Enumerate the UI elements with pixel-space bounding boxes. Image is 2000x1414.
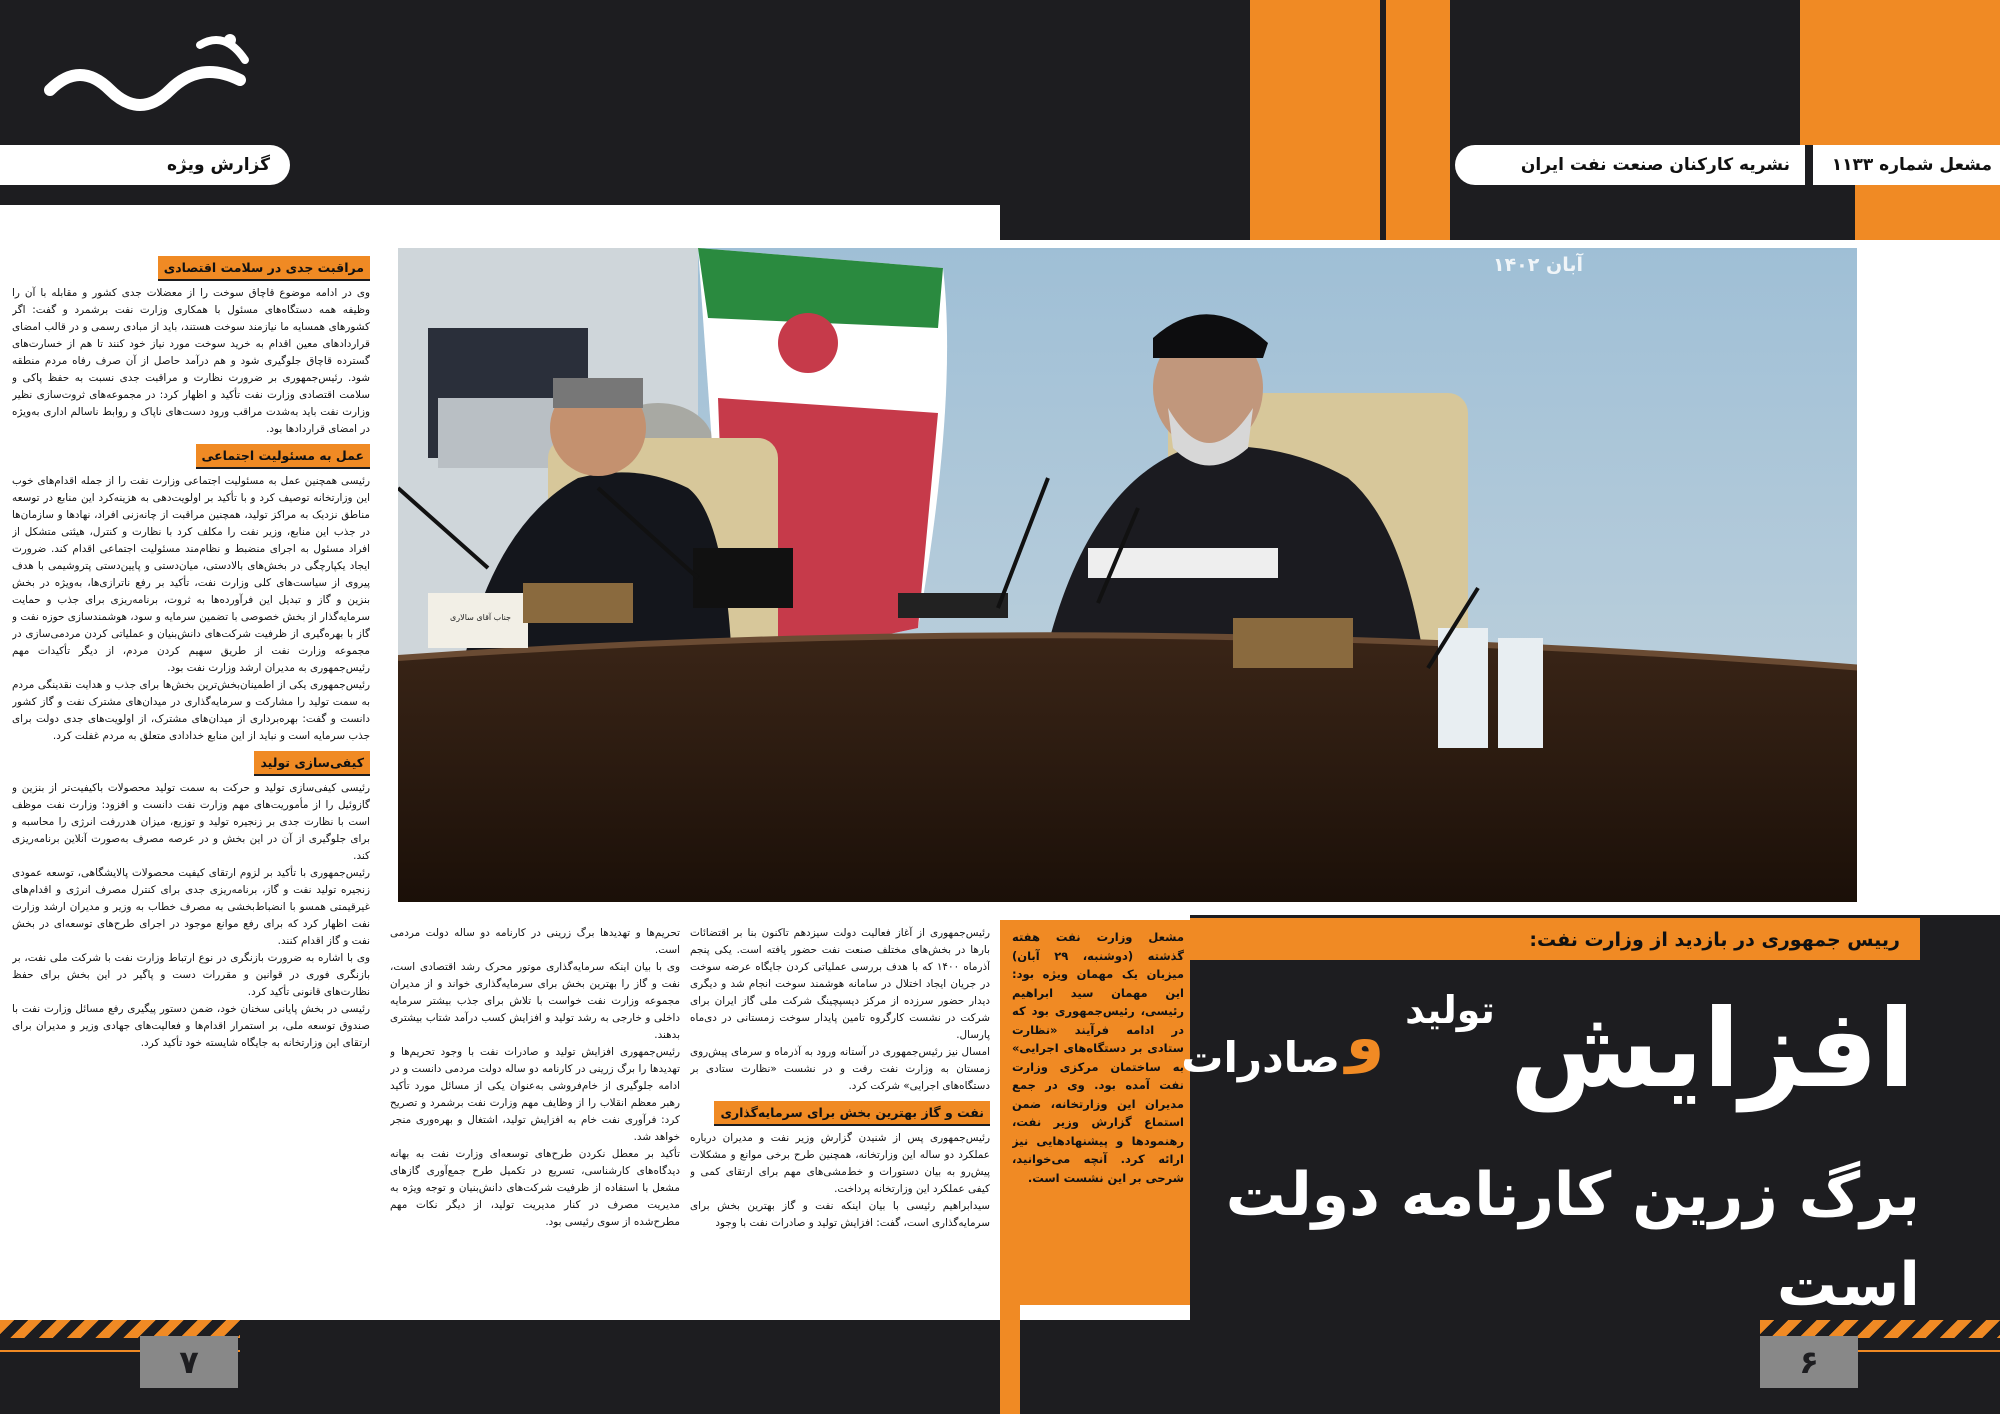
page-number-right: ۶	[1799, 1343, 1819, 1381]
col2-paragraph-4: تأکید بر معطل نکردن طرح‌های توسعه‌ای وزارت نفت به بهانه دیدگاه‌های کارشناسی، تسریع در تکمیل طرح جمع‌آوری گازهای مشعل با استفاده از ظرفیت شرکت‌های دانش‌بنیان و توجه ویژه به مدیریت مصرف در کنار مدیریت تولید، از دیگر نکات مهم مطرح‌شده از سوی رئیسی بود.	[390, 1148, 680, 1228]
col1-paragraph-3: رئیس‌جمهوری پس از شنیدن گزارش وزیر نفت و مدیران درباره عملکرد دو ساله این وزارتخانه، همچنین طرح برخی موانع و مشکلات پیش‌رو به بیان دستورات و خط‌مشی‌های مهم برای ارتقای کمی و کیفی عملکرد این وزارتخانه پرداخت.	[690, 1132, 990, 1195]
col1-paragraph-2: امسال نیز رئیس‌جمهوری در آستانه ورود به آذرماه و سرمای پیش‌روی زمستان به وزارت نفت رفت و در نشست «نظارت ستادی بر دستگاه‌های اجرایی» شرکت کرد.	[690, 1046, 990, 1092]
left-paragraph-6: وی با اشاره به ضرورت بازنگری در نوع ارتباط وزارت نفت با شرکت ملی نفت، بر بازنگری فوری در قوانین و مقررات دست و پاگیر در این بخش برای حفظ نظارت‌های قانونی تأکید کرد.	[12, 952, 370, 998]
left-paragraph-5: رئیس‌جمهوری با تأکید بر لزوم ارتقای کیفیت محصولات پالایشگاهی، توسعه عمودی زنجیره تولید نفت و گاز، برنامه‌ریزی جدی برای کنترل مصرف انرژی و اقدام‌های غیرقیمتی همسو با انضباط‌بخشی به مصرف خطاب به وزیر و مدیران ارشد وزارت نفت اظهار کرد که برای رفع موانع موجود در اجرای طرح‌های توسعه‌ای در بخش نفت و گاز اقدام کنند.	[12, 867, 370, 947]
right-top-dark-block	[1000, 0, 1250, 240]
logo	[40, 20, 270, 125]
photo-nameplate: جناب آقای سالاری	[450, 613, 511, 622]
headline-main-word: افزایش	[1509, 987, 1915, 1112]
left-paragraph-2: رئیسی همچنین عمل به مسئولیت اجتماعی وزارت نفت را از جمله اقدام‌های خوب این وزارتخانه توصیف کرد و با تأکید بر اولویت‌دهی به هزینه‌کرد این منابع در توسعه مناطق نزدیک به مراکز تولید، همچنین مراقبت از چانه‌زنی افراد، نهادها و سازمان‌ها در جذب این منابع، وزیر نفت را مکلف کرد با نظارت و کنترل، هیئتی متشکل از افراد مسئول به اجرای منضبط و نظام‌مند مسئولیت اجتماعی اقدام کند. ضرورت ایجاد یکپارچگی در بخش‌های بالادستی، میان‌دستی و پایین‌دستی پتروشیمی با هدف پیروی از سیاست‌های کلی وزارت نفت، تأکید بر رفع ناترازی‌ها، به‌ویژه در بخش بنزین و گاز و تبدیل این فرآورده‌ها به ثروت، برنامه‌ریزی برای جذب و حمایت سرمایه‌گذار از بخش خصوصی با تضمین سرمایه و سود، هوشمندسازی حوزه نفت و گاز با بهره‌گیری از ظرفیت شرکت‌های دانش‌بنیان و عملیاتی کردن مردمی‌سازی در مجموعه وزارت نفت از طریق سهیم کردن مردم، از دیگر تأکیدات مهم رئیس‌جمهوری به مدیران ارشد وزارت نفت بود.	[12, 475, 370, 674]
top-center-orange-bar	[1250, 0, 1450, 240]
issue-divider	[1805, 145, 1813, 185]
col1-paragraph-4: سیدابراهیم رئیسی با بیان اینکه نفت و گاز بهترین بخش برای سرمایه‌گذاری است، گفت: افزایش تولید و صادرات نفت با وجود	[690, 1200, 990, 1229]
headline-connector: و	[1345, 1001, 1385, 1074]
issue-number: مشعل شماره ۱۱۳۳	[1831, 155, 1992, 175]
publication-name: نشریه کارکنان صنعت نفت ایران	[1520, 155, 1790, 175]
intro-text: وزارت نفت هفته گذشته (دوشنبه، ۲۹ آبان) میزبان یک مهمان ویژه بود: این مهمان سید ابراهیم رئیسی، رئیس‌جمهوری بود که در ادامه فرآیند «نظارت ستادی بر دستگاه‌های اجرایی» به ساختمان مرکزی وزارت نفت آمده بود. وی در جمع مدیران این وزارتخانه، ضمن استماع گزارش وزیر نفت، رهنمودها و پیشنهادهایی نیز ارائه کرد. آنچه می‌خوانید، شرحی بر این نشست است.	[1012, 930, 1184, 1185]
footer-orange-center	[1000, 1320, 1020, 1414]
col2-paragraph-1: تحریم‌ها و تهدیدها برگ زرینی در کارنامه دو ساله دولت مردمی است.	[390, 927, 680, 956]
left-subheading-1: مراقبت جدی در سلامت اقتصادی	[158, 256, 370, 281]
left-paragraph-4: رئیسی کیفی‌سازی تولید و حرکت به سمت تولید محصولات باکیفیت‌تر از بنزین و گازوئیل را از مأموریت‌های مهم وزارت نفت دانست و افزود: وزارت نفت موظف است با نظارت جدی بر زنجیره تولید و توزیع، میزان هدررفت انرژی را محاسبه و برای جلوگیری از آن در این بخش و در عرصه مصرف به‌صورت آنلاین برنامه‌ریزی کند.	[12, 782, 370, 862]
body-column-2	[390, 925, 680, 1270]
col2-paragraph-3: رئیس‌جمهوری افزایش تولید و صادرات نفت با وجود تحریم‌ها و تهدیدها را برگ زرینی در کارنامه دو ساله دولت مردمی دانست و در ادامه جلوگیری از خام‌فروشی به‌عنوان یکی از مسائل مورد تأکید رهبر معظم انقلاب را از وظایف مهم وزارت نفت برشمرد و تصریح کرد: فرآوری نفت خام به افزایش تولید، اشتغال و بهره‌وری منجر خواهد شد.	[390, 1046, 680, 1143]
center-vertical-rule	[1380, 0, 1386, 240]
headline-kicker: رییس جمهوری در بازدید از وزارت نفت:	[1529, 929, 1900, 951]
left-column	[12, 250, 370, 1320]
col2-paragraph-2: وی با بیان اینکه سرمایه‌گذاری موتور محرک رشد اقتصادی است، نفت و گاز را بهترین بخش برای سرمایه‌گذاری خواند و از مدیران مجموعه وزارت نفت خواست با تلاش برای جذب بیشتر سرمایه داخلی و خارجی به رشد تولید و افزایش کسب درآمد شتاب بیشتری بدهند.	[390, 961, 680, 1041]
section-label: گزارش ویژه	[166, 155, 270, 175]
main-photo	[395, 245, 1860, 905]
col1-paragraph-1: رئیس‌جمهوری از آغاز فعالیت دولت سیزدهم تاکنون بنا بر اقتضائات بارها در بخش‌های مختلف صنعت نفت حضور یافته است. یکی پنجم آذرماه ۱۴۰۰ که با هدف بررسی عملیاتی کردن جایگاه عرضه سوخت در جریان ایجاد اختلال در سامانه هوشمند سوخت انجام شد و دیگری دیدار حضور سرزده از مرکز دیسپچینگ شرکت ملی گاز ایران برای شرکت در نشست کارگروه تامین پایدار سوخت زمستانی در دی‌ماه پارسال.	[690, 927, 990, 1041]
page-number-left: ۷	[179, 1343, 199, 1381]
intro-lead: مشعل	[1148, 930, 1184, 944]
left-subheading-2: عمل به مسئولیت اجتماعی	[196, 444, 371, 469]
left-paragraph-3: رئیس‌جمهوری یکی از اطمینان‌بخش‌ترین بخش‌ها برای جذب و هدایت نقدینگی مردم به سمت تولید را مشارکت و سرمایه‌گذاری در میدان‌های مشترک نفت و گاز کشور دانست و گفت: بهره‌برداری از میدان‌های مشترک، از اولویت‌های جدی دولت برای جذب سرمایه است و نباید از این منابع خدادادی متعلق به مردم غفلت کرد.	[12, 679, 370, 742]
headline-small-word1: تولید	[1405, 988, 1495, 1032]
left-paragraph-7: رئیسی در بخش پایانی سخنان خود، ضمن دستور پیگیری رفع مسائل وزارت نفت با صندوق توسعه ملی، بر استمرار اقدام‌ها و فعالیت‌های جهادی وزیر و مدیران برای ارتقای این وزارتخانه به جایگاه شایسته خود تأکید کرد.	[12, 1003, 370, 1049]
headline-second-line: برگ زرین کارنامه دولت است	[1225, 1160, 1920, 1320]
photo-date-stamp: آبان ۱۴۰۲	[1492, 254, 1583, 276]
headline-small-word2: صادرات	[1181, 1033, 1340, 1082]
left-paragraph-1: وی در ادامه موضوع قاچاق سوخت را از معضلات جدی کشور و مقابله با آن را وظیفه همه دستگاه‌های مسئول با همکاری وزارت نفت برشمرد و گفت: اگر کشورهای همسایه ما نیازمند سوخت هستند، باید از مبادی رسمی و در قالب امضای قراردادهای معین اقدام به خرید سوخت مورد نیاز خود کنند تا هم از خسارت‌های گسترده قاچاق جلوگیری شود و هم درآمد حاصل از آن صرف رفاه مردم منطقه شود. رئیس‌جمهوری بر ضرورت نظارت و مراقبت جدی نسبت به حفظ پاکی و سلامت اقتصادی وزارت نفت تأکید و اظهار کرد: در مجموعه‌های ثروت‌سازی نظیر وزارت نفت باید به‌شدت مراقب ورود دست‌های ناپاک و روابط ناسالم اداری به‌ویژه در امضای قراردادها بود.	[12, 287, 370, 435]
body-column-1	[690, 925, 990, 1270]
logo-text	[40, 20, 41, 21]
intro-text-block	[1012, 928, 1184, 1298]
left-subheading-3: کیفی‌سازی تولید	[254, 751, 370, 776]
col1-subheading: نفت و گاز بهترین بخش برای سرمایه‌گذاری	[714, 1101, 990, 1126]
right-top-dark-block2	[1450, 0, 1800, 140]
photo-illustration	[398, 248, 1860, 905]
